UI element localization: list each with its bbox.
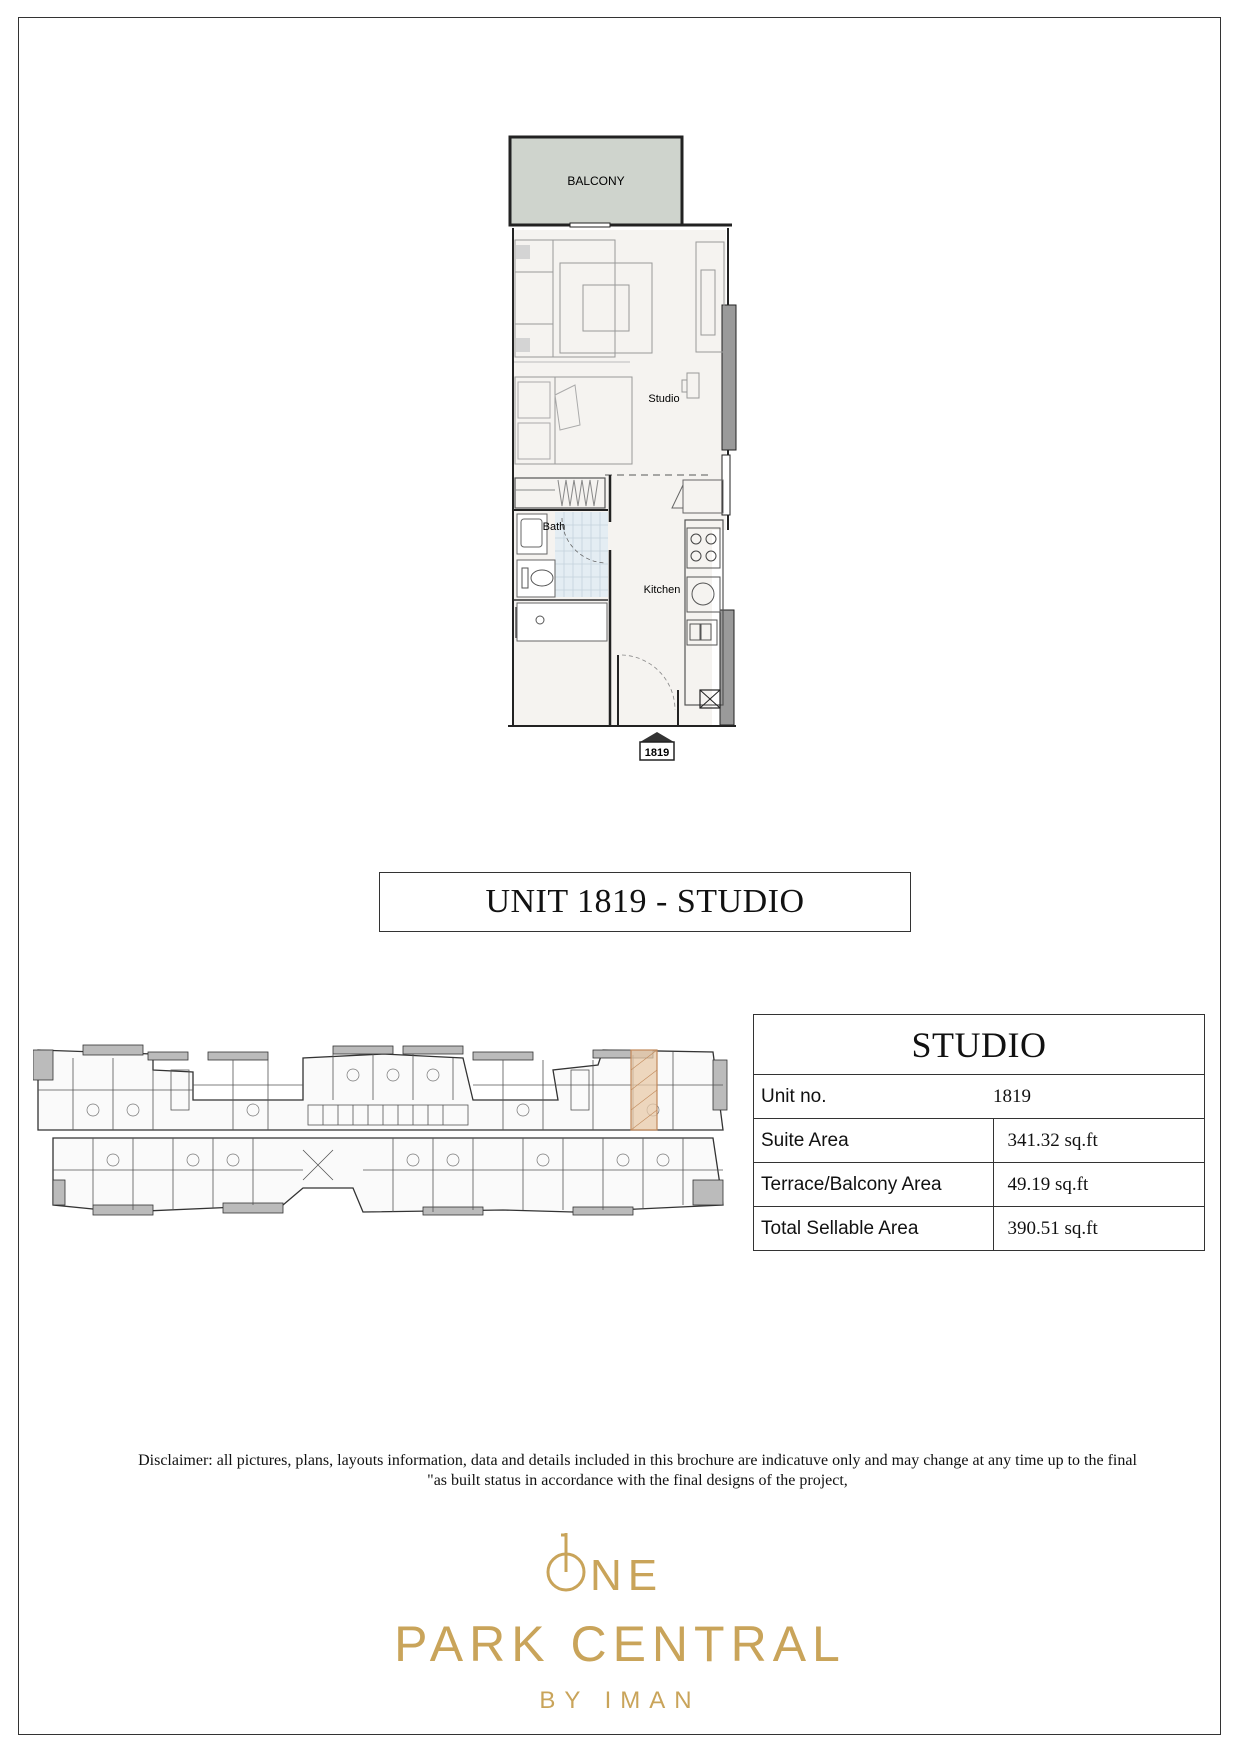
logo-line-1: NE	[590, 1551, 664, 1600]
logo-line-3: BY IMAN	[539, 1687, 701, 1714]
one-park-central-logo	[340, 1525, 900, 1715]
kitchen-label: Kitchen	[643, 584, 681, 596]
unit-no-label: Unit no.	[754, 1075, 994, 1119]
highlighted-unit-1819	[631, 1050, 657, 1130]
area-row-label: Terrace/Balcony Area	[754, 1163, 994, 1207]
unit-title-box	[379, 872, 911, 932]
disclaimer-line-2: "as built status in accordance with the final designs of the project,	[427, 1472, 848, 1489]
key-floor-plan	[33, 1040, 733, 1220]
area-table	[753, 1014, 1205, 1251]
logo-line-2: PARK CENTRAL	[394, 1616, 846, 1672]
bath-label: Bath	[542, 521, 566, 533]
area-row-label: Total Sellable Area	[754, 1207, 994, 1251]
unit-tag-arrow	[640, 732, 674, 742]
shower	[517, 603, 607, 641]
unit-title: UNIT 1819 - STUDIO	[485, 883, 805, 920]
area-row-value: 49.19 sq.ft	[993, 1163, 1205, 1207]
area-row-value: 390.51 sq.ft	[993, 1207, 1205, 1251]
disclaimer	[60, 1451, 1215, 1491]
unit-tag-label: 1819	[644, 747, 670, 759]
toilet	[531, 570, 553, 586]
studio-label: Studio	[648, 393, 680, 405]
area-row-value: 341.32 sq.ft	[993, 1119, 1205, 1163]
area-row-label: Suite Area	[754, 1119, 994, 1163]
window-right-lower	[720, 610, 734, 725]
unit-floor-plan	[500, 130, 750, 770]
area-table-heading: STUDIO	[754, 1015, 1205, 1075]
balcony-label: BALCONY	[567, 174, 625, 188]
unit-no-value: 1819	[993, 1075, 1205, 1119]
disclaimer-line-1: Disclaimer: all pictures, plans, layouts information, data and details included in this brochure are indicatuve only and may change at any time up to the final	[138, 1452, 1137, 1469]
